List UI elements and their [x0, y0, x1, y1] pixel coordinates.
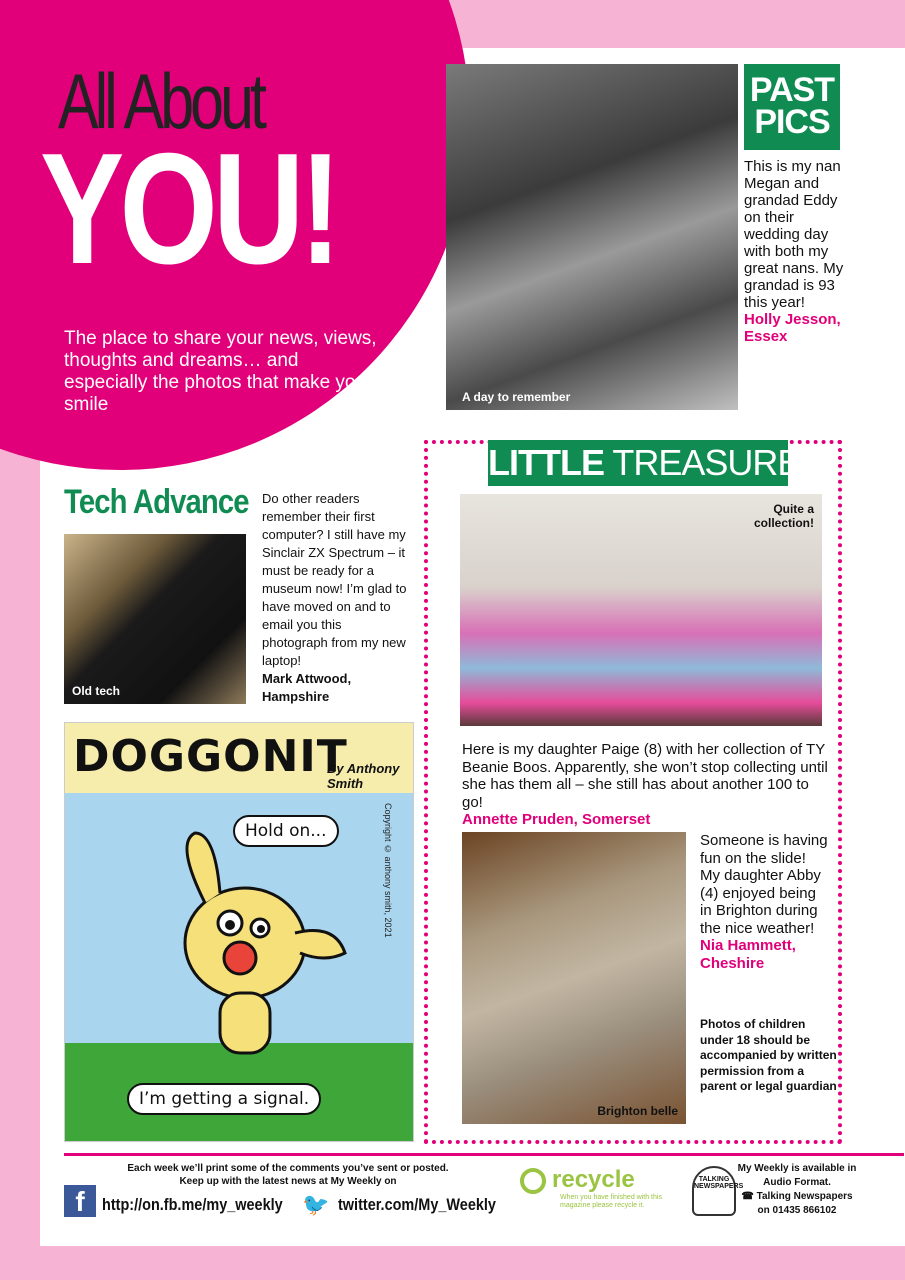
audio-line1: My Weekly is available in Audio Format. [737, 1163, 857, 1188]
page-title-line1: All About [58, 57, 264, 145]
permission-note: Photos of children under 18 should be accompanied by written permission from a parent or legal guardian [700, 1017, 837, 1093]
photo-caption: A day to remember [462, 390, 571, 404]
recycle-icon [520, 1168, 546, 1194]
slide-text [700, 832, 830, 972]
recycle-subtext: When you have finished with this magazine please recycle it. [560, 1194, 662, 1209]
cartoon-copyright: Copyright © anthony smith, 2021 [383, 803, 393, 938]
computer-photo [64, 534, 246, 704]
footer-divider [64, 1153, 904, 1156]
photo-caption: Old tech [72, 684, 121, 698]
cartoon-title: DOGGONIT [73, 731, 348, 782]
cartoon-header [65, 723, 413, 793]
tech-advance-text [262, 490, 410, 706]
past-pics-title-1: PAST [749, 71, 835, 109]
beanie-boos-photo [460, 494, 822, 726]
recycle-logo [520, 1166, 680, 1210]
dog-illustration [135, 823, 355, 1083]
tech-advance-body: Do other readers remember their first computer? I still have my Sinclair ZX Spectrum – it must be ready for a museum now! I’m glad to have moved on and to email you this photograph from my new laptop! [262, 491, 407, 668]
audio-format-text [736, 1162, 858, 1218]
facebook-link[interactable]: http://on.fb.me/my_weekly [102, 1195, 283, 1214]
cartoon-byline: By Anthony Smith [327, 761, 400, 791]
past-pics-title-2: PICS [754, 103, 830, 141]
twitter-link[interactable]: twitter.com/My_Weekly [338, 1195, 496, 1214]
intro-text: The place to share your news, views, thoughts and dreams… and especially the photos that make you smile [64, 328, 377, 415]
talking-newspapers-icon [692, 1166, 744, 1216]
past-pics-badge [744, 64, 840, 150]
twitter-bird-icon[interactable]: 🐦 [302, 1192, 330, 1217]
page-title-line2: YOU! [40, 121, 337, 297]
footer-line2: Keep up with the latest news at My Weekly on [179, 1176, 397, 1187]
little-treasures-title [488, 440, 824, 486]
slide-photo [462, 832, 686, 1124]
photo-caption: Quite a collection! [753, 502, 814, 530]
doggonit-cartoon [64, 722, 414, 1142]
wedding-photo [446, 64, 738, 410]
tech-advance-title: Tech Advance [64, 483, 249, 521]
past-pics-text [744, 158, 844, 345]
speech-bubble-bottom: I’m getting a signal. [127, 1083, 321, 1115]
talking-label: TALKING NEWSPAPERS [694, 1176, 744, 1190]
speech-bubble-top: Hold on... [233, 815, 339, 847]
title-light: TREASURES [612, 442, 824, 483]
photo-caption: Brighton belle [597, 1104, 678, 1118]
footer-line1: Each week we’ll print some of the comments you’ve sent or posted. [127, 1163, 449, 1174]
facebook-icon[interactable]: f [64, 1185, 96, 1217]
past-pics-author: Holly Jesson, Essex [744, 311, 841, 345]
slide-author: Nia Hammett, Cheshire [700, 937, 796, 972]
little-treasures-body: Here is my daughter Paige (8) with her collection of TY Beanie Boos. Apparently, she won’t stop collecting until she has them all – she still has about another 100 to go! [462, 741, 828, 811]
slide-body: Someone is having fun on the slide! My daughter Abby (4) enjoyed being in Brighton during the nice weather! [700, 832, 828, 937]
audio-line2: ☎ Talking Newspapers on 01435 866102 [741, 1191, 853, 1216]
title-bold: LITTLE [488, 442, 604, 483]
little-treasures-text [462, 741, 832, 829]
past-pics-body: This is my nan Megan and grandad Eddy on their wedding day with both my great nans. My grandad is 93 this year! [744, 158, 844, 311]
tech-advance-author: Mark Attwood, Hampshire [262, 671, 352, 704]
footer-text [108, 1162, 468, 1188]
recycle-word: recycle [552, 1166, 635, 1193]
little-treasures-author: Annette Pruden, Somerset [462, 811, 651, 828]
